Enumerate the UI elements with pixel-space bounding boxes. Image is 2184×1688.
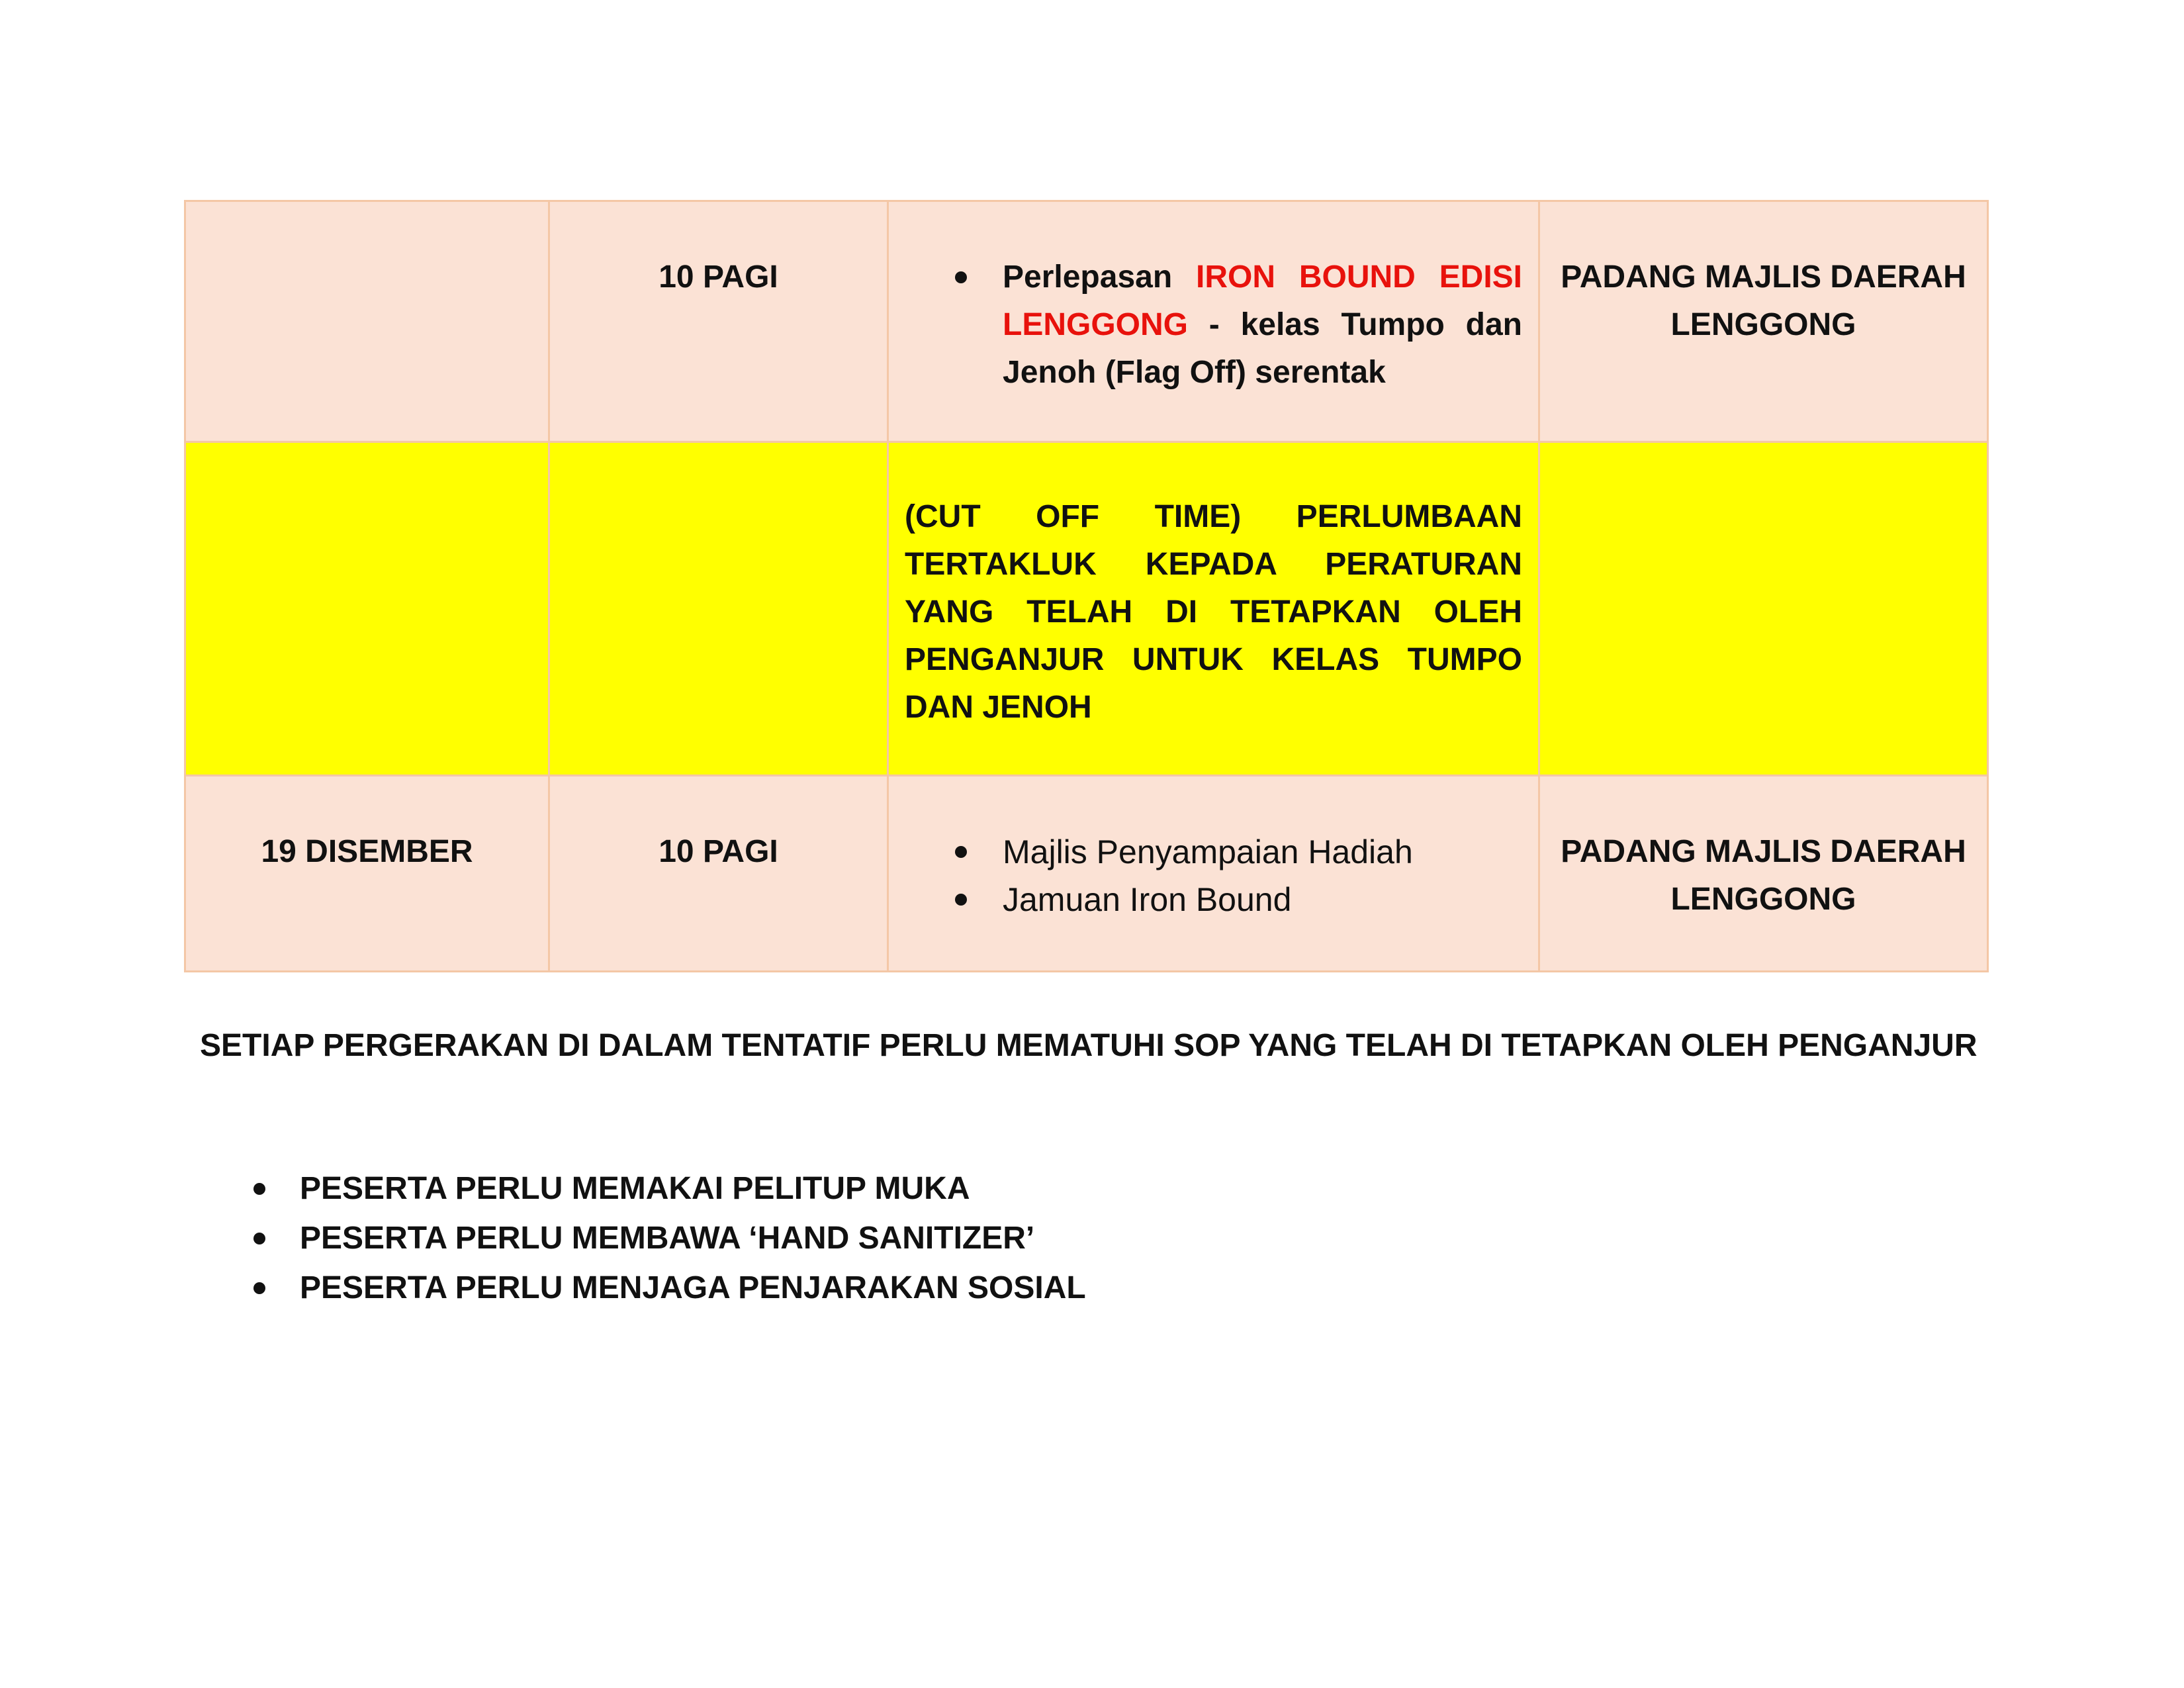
sop-rules-list <box>300 1164 1086 1313</box>
activity-item: Majlis Penyampaian Hadiah <box>1003 828 1522 876</box>
venue-cell: PADANG MAJLIS DAERAH LENGGONG <box>1539 201 1988 442</box>
schedule-row-cut-off <box>185 442 1988 776</box>
date-cell: 19 DISEMBER <box>185 776 549 972</box>
event-name-highlight: IRON BOUND EDISI LENGGONG <box>1003 259 1523 342</box>
activity-list <box>905 828 1522 923</box>
date-cell <box>185 442 549 776</box>
sop-rule-item: PESERTA PERLU MEMAKAI PELITUP MUKA <box>300 1164 1086 1213</box>
schedule-table <box>184 200 1989 972</box>
schedule-row-prize-giving <box>185 776 1988 972</box>
sop-rule-item: PESERTA PERLU MEMBAWA ‘HAND SANITIZER’ <box>300 1213 1086 1263</box>
time-cell: 10 PAGI <box>549 201 888 442</box>
venue-cell <box>1539 442 1988 776</box>
sop-notice: SETIAP PERGERAKAN DI DALAM TENTATIF PERLU MEMATUHI SOP YANG TELAH DI TETAPKAN OLEH PENGANJUR <box>200 1028 1978 1063</box>
activity-suffix: - kelas Tumpo dan Jenoh (Flag Off) serentak <box>1003 307 1522 390</box>
sop-rule-item: PESERTA PERLU MENJAGA PENJARAKAN SOSIAL <box>300 1263 1086 1313</box>
activity-item: Jamuan Iron Bound <box>1003 876 1522 923</box>
schedule-row-flag-off <box>185 201 1988 442</box>
activity-list <box>905 254 1522 397</box>
activity-cell <box>888 201 1539 442</box>
time-cell: 10 PAGI <box>549 776 888 972</box>
cut-off-note-cell: (CUT OFF TIME) PERLUMBAAN TERTAKLUK KEPADA PERATURAN YANG TELAH DI TETAPKAN OLEH PENGANJUR UNTUK KELAS TUMPO DAN JENOH <box>888 442 1539 776</box>
activity-cell <box>888 776 1539 972</box>
activity-prefix: Perlepasan <box>1003 259 1196 295</box>
time-cell <box>549 442 888 776</box>
venue-cell: PADANG MAJLIS DAERAH LENGGONG <box>1539 776 1988 972</box>
date-cell <box>185 201 549 442</box>
activity-item <box>1003 254 1522 397</box>
